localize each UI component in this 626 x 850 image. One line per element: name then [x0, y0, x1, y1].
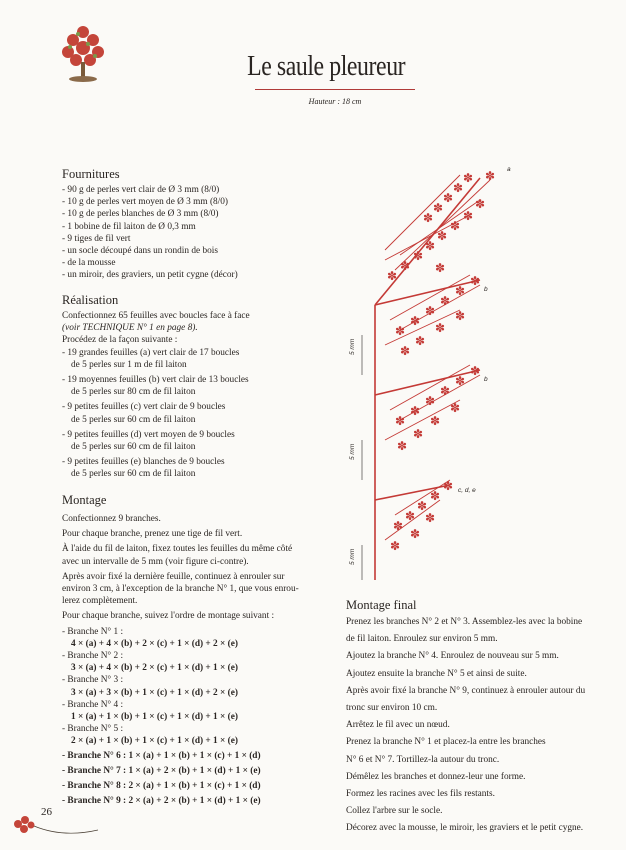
final-step: Ajoutez la branche N° 4. Enroulez de nouveau sur 5 mm. [346, 651, 559, 662]
realisation-block [62, 310, 322, 481]
list-item: - 90 g de perles vert clair de Ø 3 mm (8/0) [62, 185, 220, 195]
svg-text:✽: ✽ [416, 499, 428, 513]
svg-text:✽: ✽ [439, 294, 451, 308]
dimension-label: 5 mm [349, 443, 356, 460]
svg-text:✽: ✽ [394, 414, 406, 428]
montage-heading: Montage [62, 493, 107, 507]
branch-item: - Branche N° 3 : 3 × (a) + 3 × (b) + 1 × (c) + 1 × (d) + 2 × (e) [62, 675, 238, 698]
svg-text:✽: ✽ [442, 479, 454, 493]
svg-text:✽: ✽ [409, 527, 421, 541]
svg-text:✽: ✽ [386, 269, 398, 283]
final-step: Prenez la branche N° 1 et placez-la entre les branches N° 6 et N° 7. Tortillez-la autour du tronc. [346, 737, 546, 765]
svg-text:✽: ✽ [399, 259, 411, 273]
svg-text:✽: ✽ [454, 374, 466, 388]
final-step: Décorez avec la mousse, le miroir, les graviers et le petit cygne. [346, 823, 584, 834]
fournitures-heading: Fournitures [62, 167, 120, 181]
technique-reference: (voir TECHNIQUE N° 1 en page 8). [62, 323, 198, 334]
svg-text:✽: ✽ [424, 394, 436, 408]
figure-label-a: a [507, 166, 511, 173]
realisation-lead: Procédez de la façon suivante : [62, 335, 178, 346]
svg-text:✽: ✽ [424, 304, 436, 318]
montage-p3: À l'aide du fil de laiton, fixez toutes les feuilles du même côté avec un intervalle de 5 mm (voir figure ci-contre). [62, 544, 293, 567]
final-step: Après avoir fixé la branche N° 9, continuez à enrouler autour du tronc sur environ 10 cm. [346, 685, 586, 714]
montage-p1: Confectionnez 9 branches. [62, 514, 161, 524]
final-step: Prenez les branches N° 2 et N° 3. Assemblez-les avec la bobine de fil laiton. Enroulez sur environ 5 mm. [346, 617, 583, 645]
montage-final-heading: Montage final [346, 598, 417, 612]
montage-p4: Après avoir fixé la dernière feuille, continuez à enrouler sur environ 3 cm, à l'exception de la branche N° 1, que vous enrou- lerez complètement. [62, 571, 299, 607]
svg-text:✽: ✽ [412, 427, 424, 441]
svg-text:✽: ✽ [432, 201, 444, 215]
list-item: - 19 moyennes feuilles (b) vert clair de 13 boucles de 5 perles sur 80 cm de fil laiton [62, 375, 249, 398]
montage-p2: Pour chaque branche, prenez une tige de fil vert. [62, 529, 243, 540]
dimension-label: 5 mm [349, 548, 356, 565]
final-step: Démêlez les branches et donnez-leur une forme. [346, 771, 526, 782]
list-item: - un miroir, des graviers, un petit cygne (décor) [62, 270, 238, 281]
fournitures-list [62, 184, 238, 282]
page-subtitle: Hauteur : 18 cm [308, 97, 362, 106]
branch-item: - Branche N° 1 : 4 × (a) + 4 × (b) + 2 × (c) + 1 × (d) + 2 × (e) [62, 626, 238, 649]
final-step: Formez les racines avec les fils restants. [346, 789, 495, 800]
figure-label-b: b [484, 286, 488, 293]
svg-text:✽: ✽ [474, 197, 486, 211]
branch-item: - Branche N° 7 : 1 × (a) + 2 × (b) + 1 × (d) + 1 × (e) [62, 765, 261, 776]
tree-illustration [58, 22, 108, 84]
svg-text:✽: ✽ [412, 249, 424, 263]
branch-item: - Branche N° 6 : 1 × (a) + 1 × (b) + 1 × (c) + 1 × (d) [62, 750, 261, 761]
branch-item: - Branche N° 9 : 2 × (a) + 2 × (b) + 1 × (d) + 1 × (e) [62, 796, 261, 807]
realisation-heading: Réalisation [62, 293, 119, 307]
svg-text:✽: ✽ [462, 171, 474, 185]
list-item: - 9 petites feuilles (c) vert clair de 9 boucles de 5 perles sur 60 cm de fil laiton [62, 402, 226, 425]
list-item: - 9 tiges de fil vert [62, 233, 131, 244]
assembly-figure [340, 160, 520, 585]
svg-text:✽: ✽ [454, 284, 466, 298]
page-title: Le saule pleureur [247, 50, 406, 82]
list-item: - 10 g de perles blanches de Ø 3 mm (8/0) [62, 209, 219, 220]
svg-text:✽: ✽ [429, 414, 441, 428]
list-item: - 19 grandes feuilles (a) vert clair de 17 boucles de 5 perles sur 1 m de fil laiton [62, 347, 240, 370]
list-item: - 10 g de perles vert moyen de Ø 3 mm (8/0) [62, 197, 229, 208]
montage-final-block [346, 616, 616, 840]
svg-text:✽: ✽ [442, 191, 454, 205]
svg-text:✽: ✽ [399, 344, 411, 358]
dimension-label: 5 mm [349, 338, 356, 355]
final-step: Collez l'arbre sur le socle. [346, 806, 443, 817]
svg-text:✽: ✽ [396, 439, 408, 453]
list-item: - 9 petites feuilles (e) blanches de 9 boucles de 5 perles sur 60 cm de fil laiton [62, 457, 225, 480]
svg-text:✽: ✽ [484, 169, 496, 183]
svg-text:✽: ✽ [394, 324, 406, 338]
list-item: - de la mousse [62, 258, 116, 269]
montage-block [62, 513, 327, 807]
svg-text:✽: ✽ [414, 334, 426, 348]
figure-label-cde: c, d, e [458, 487, 476, 494]
svg-text:✽: ✽ [409, 404, 421, 418]
list-item: - 1 bobine de fil laiton de Ø 0,3 mm [62, 221, 196, 232]
realisation-intro: Confectionnez 65 feuilles avec boucles face à face [62, 311, 250, 321]
svg-text:✽: ✽ [454, 309, 466, 323]
svg-text:✽: ✽ [404, 509, 416, 523]
svg-text:✽: ✽ [469, 274, 481, 288]
branch-item: - Branche N° 4 : 1 × (a) + 1 × (b) + 1 × (c) + 1 × (d) + 1 × (e) [62, 699, 238, 723]
svg-text:✽: ✽ [462, 209, 474, 223]
svg-text:✽: ✽ [449, 401, 461, 415]
montage-p5: Pour chaque branche, suivez l'ordre de montage suivant : [62, 611, 275, 622]
branch-item: - Branche N° 5 : 2 × (a) + 1 × (b) + 1 × (c) + 1 × (d) + 1 × (e) [62, 724, 238, 747]
list-item: - 9 petites feuilles (d) vert moyen de 9 boucles de 5 perles sur 60 cm de fil laiton [62, 429, 235, 453]
svg-text:✽: ✽ [389, 539, 401, 553]
svg-text:✽: ✽ [449, 219, 461, 233]
title-rule [255, 89, 415, 90]
final-step: Ajoutez ensuite la branche N° 5 et ainsi de suite. [346, 668, 527, 679]
svg-text:✽: ✽ [436, 229, 448, 243]
svg-text:✽: ✽ [424, 239, 436, 253]
svg-text:✽: ✽ [422, 211, 434, 225]
branch-item: - Branche N° 2 : 3 × (a) + 4 × (b) + 2 × (c) + 1 × (d) + 1 × (e) [62, 651, 238, 674]
svg-text:✽: ✽ [469, 364, 481, 378]
svg-text:✽: ✽ [429, 489, 441, 503]
svg-text:✽: ✽ [392, 519, 404, 533]
svg-text:✽: ✽ [452, 181, 464, 195]
final-step: Arrêtez le fil avec un nœud. [346, 720, 450, 731]
page-number: 26 [41, 806, 52, 818]
figure-label-b: b [484, 376, 488, 383]
svg-text:✽: ✽ [409, 314, 421, 328]
svg-text:✽: ✽ [439, 384, 451, 398]
footer-ornament [8, 812, 103, 842]
list-item: - un socle découpé dans un rondin de bois [62, 246, 218, 257]
svg-text:✽: ✽ [424, 511, 436, 525]
branch-item: - Branche N° 8 : 2 × (a) + 1 × (b) + 1 × (c) + 1 × (d) [62, 781, 261, 792]
svg-text:✽: ✽ [434, 321, 446, 335]
svg-text:✽: ✽ [434, 261, 446, 275]
